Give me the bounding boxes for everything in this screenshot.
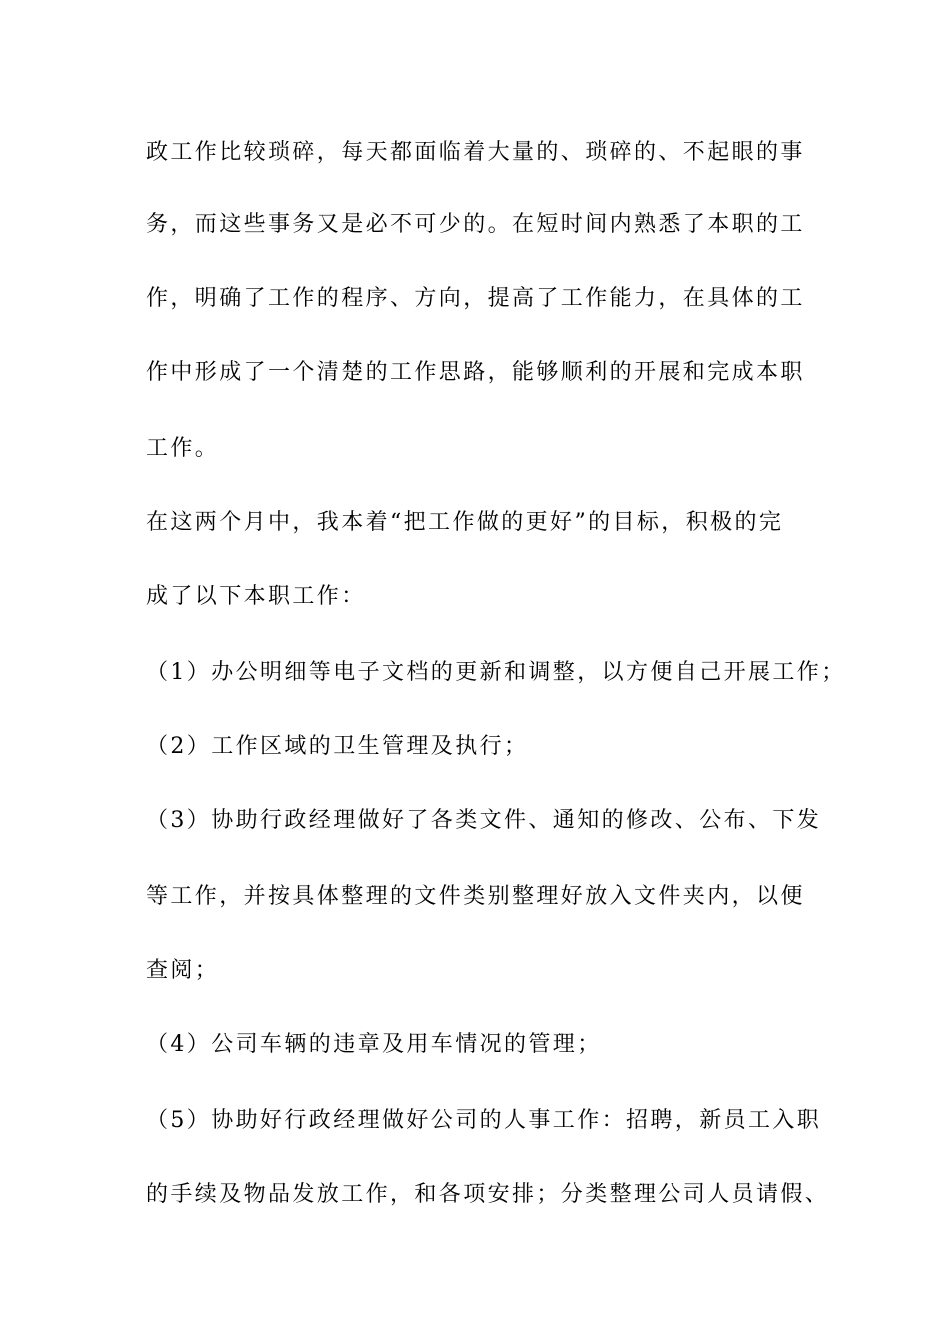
text-line-2: 务，而这些事务又是必不可少的。在短时间内熟悉了本职的工 xyxy=(146,212,805,237)
text-line-7: 成了以下本职工作： xyxy=(146,584,366,609)
text-line-14: （5）协助好行政经理做好公司的人事工作：招聘，新员工入职 xyxy=(146,1108,822,1133)
text-line-4: 作中形成了一个清楚的工作思路，能够顺利的开展和完成本职 xyxy=(146,360,805,385)
text-line-1: 政工作比较琐碎，每天都面临着大量的、琐碎的、不起眼的事 xyxy=(146,140,805,165)
text-line-5: 工作。 xyxy=(146,436,220,461)
text-line-10: （3）协助行政经理做好了各类文件、通知的修改、公布、下发 xyxy=(146,808,822,833)
text-line-11: 等工作，并按具体整理的文件类别整理好放入文件夹内，以便 xyxy=(146,884,805,909)
text-line-12: 查阅； xyxy=(146,958,220,983)
text-line-6: 在这两个月中，我本着“把工作做的更好”的目标，积极的完 xyxy=(146,510,784,535)
text-line-13: （4）公司车辆的违章及用车情况的管理； xyxy=(146,1032,602,1057)
text-line-15: 的手续及物品发放工作，和各项安排；分类整理公司人员请假、 xyxy=(146,1182,830,1207)
text-line-3: 作，明确了工作的程序、方向，提高了工作能力，在具体的工 xyxy=(146,286,805,311)
text-line-9: （2）工作区域的卫生管理及执行； xyxy=(146,734,529,759)
text-line-8: （1）办公明细等电子文档的更新和调整，以方便自己开展工作； xyxy=(146,660,846,685)
